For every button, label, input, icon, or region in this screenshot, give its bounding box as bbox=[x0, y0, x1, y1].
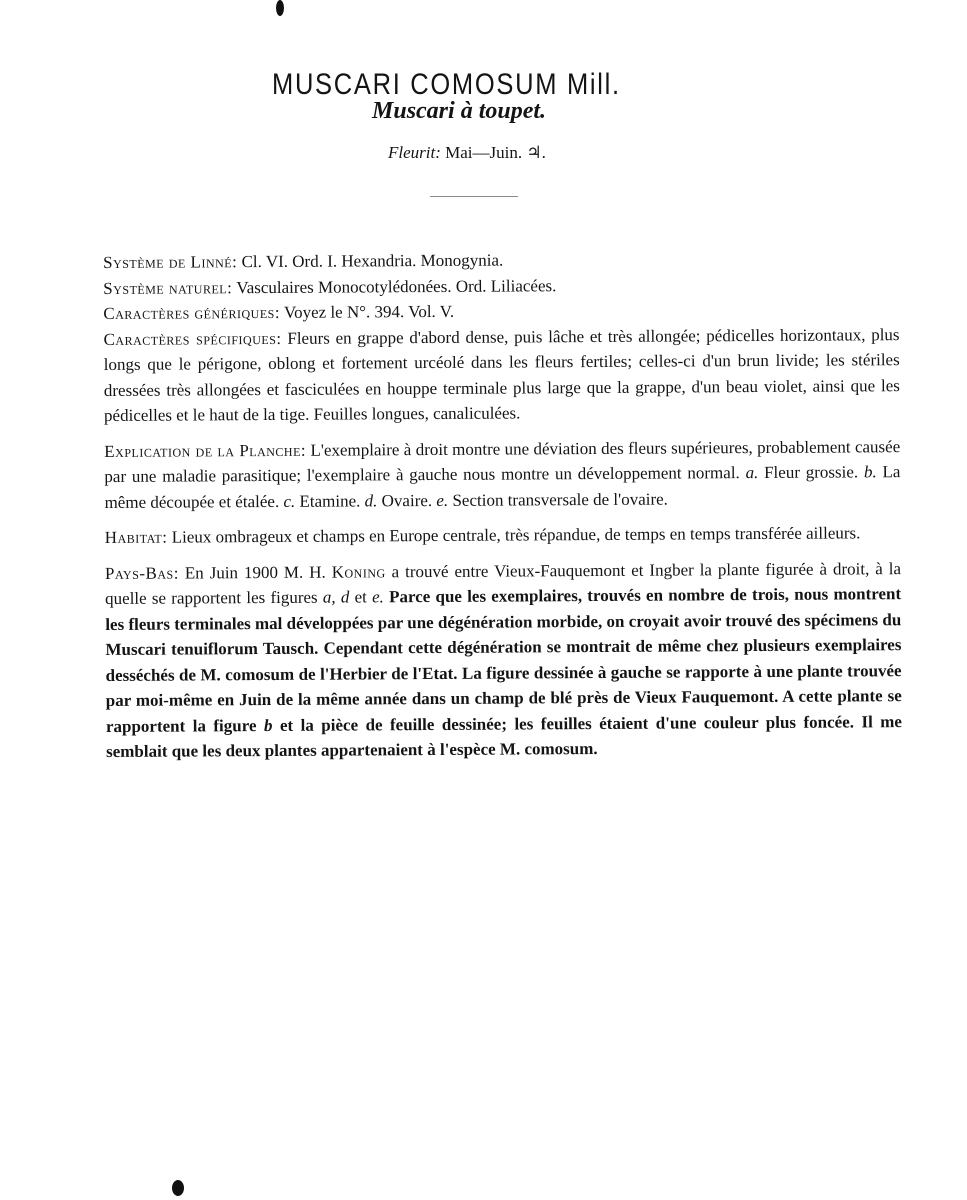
naturel-label: Système naturel: bbox=[103, 277, 233, 298]
figure-ref-a: a, bbox=[322, 587, 336, 607]
habitat-paragraph bbox=[105, 520, 901, 550]
pays-bas-text-2: a trouvé entre Vieux-Fauquemont et Ingber la plante figurée à droit, à la quelle se rapportent les figures bbox=[105, 558, 902, 608]
pays-bas-paragraph bbox=[105, 556, 902, 765]
page-subtitle: Muscari à toupet. bbox=[372, 98, 547, 124]
pays-bas-text-4: et la pièce de feuille dessinée; les feuilles étaient d'une couleur plus foncée. Il me semblait que les deux plantes appartenaient à l'espèce M. comosum. bbox=[106, 711, 902, 761]
specifiques-paragraph bbox=[103, 322, 900, 429]
explication-text-5: Ovaire. bbox=[381, 490, 433, 510]
figure-ref-d: d. bbox=[364, 490, 378, 510]
scan-speck-bottom bbox=[172, 1180, 184, 1196]
explication-text-1: L'exemplaire à droit montre une déviation des fleurs supérieures, probablement causée par une maladie parasitique; l'exemplaire à gauche nous montre un développement normal. bbox=[104, 436, 901, 486]
flowering-line bbox=[388, 143, 628, 163]
pays-bas-et: et bbox=[354, 587, 367, 607]
page-title: MUSCARI COMOSUM Mill. bbox=[272, 68, 621, 102]
pays-bas-text-3: Parce que les exemplaires, trouvés en nombre de trois, nous montrent les fleurs terminales mal développées par une dégénération morbide, on croyait avoir trouvé des spécimens du Muscari tenuiflorum Tausch. Cependant cette dégénération se montrait de même chez plusieurs exemplaires desséchés de M. comosum de l'Herbier de l'Etat. La figure dessinée à gauche se rapporte à une plante trouvée par moi-même en Juin de la même année dans un champ de blé près de Vieux Fauquemont. A cette plante se rapportent la figure bbox=[105, 584, 902, 736]
naturel-text: Vasculaires Monocotylédonées. Ord. Liliacées. bbox=[236, 275, 557, 297]
figure-ref-e: e. bbox=[436, 490, 449, 510]
generiques-text: Voyez le N°. 394. Vol. V. bbox=[283, 301, 455, 322]
flowering-label: Fleurit: bbox=[388, 143, 441, 162]
explication-text-2: Fleur grossie. bbox=[764, 462, 859, 482]
figure-ref-e: e. bbox=[371, 587, 384, 607]
explication-paragraph bbox=[104, 434, 900, 515]
linne-text: Cl. VI. Ord. I. Hexandria. Monogynia. bbox=[241, 250, 504, 272]
specifiques-text: Fleurs en grappe d'abord dense, puis lâche et très allongée; pédicelles horizontaux, plus longs que le périgone, oblong et fortement urcéolé dans les fleurs fertiles; celles-ci d'un brun livide; les stériles dressées très allongées et fasciculées en houppe terminale plus large que la grappe, d'un beau violet, ainsi que les pédicelles et le haut de la tige. Feuilles longues, canaliculées. bbox=[103, 324, 900, 425]
specifiques-label: Caractères spécifiques: bbox=[103, 328, 282, 349]
habitat-text: Lieux ombrageux et champs en Europe centrale, très répandue, de temps en temps transférée ailleurs. bbox=[171, 523, 861, 547]
flowering-value: Mai—Juin. ♃. bbox=[445, 143, 546, 162]
figure-ref-a: a. bbox=[745, 463, 759, 483]
figure-ref-d: d bbox=[340, 587, 350, 607]
linne-label: Système de Linné: bbox=[103, 252, 238, 272]
figure-ref-b: b bbox=[263, 715, 273, 735]
figure-ref-b: b. bbox=[863, 462, 877, 482]
habitat-label: Habitat: bbox=[104, 527, 168, 547]
explication-text-4: Etamine. bbox=[299, 490, 361, 511]
koning-name: Koning bbox=[331, 561, 386, 582]
explication-label: Explication de la Planche: bbox=[104, 440, 307, 461]
title-divider bbox=[430, 196, 518, 197]
pays-bas-text-1: En Juin 1900 M. H. bbox=[184, 562, 326, 583]
explication-text-3: La même découpée et étalée. bbox=[104, 462, 901, 512]
scan-speck-top bbox=[276, 0, 284, 16]
document-body bbox=[103, 245, 902, 774]
explication-text-6: Section transversale de l'ovaire. bbox=[452, 489, 668, 510]
pays-bas-label: Pays-Bas: bbox=[104, 563, 179, 583]
figure-ref-c: c. bbox=[283, 491, 296, 511]
generiques-label: Caractères génériques: bbox=[103, 302, 281, 323]
